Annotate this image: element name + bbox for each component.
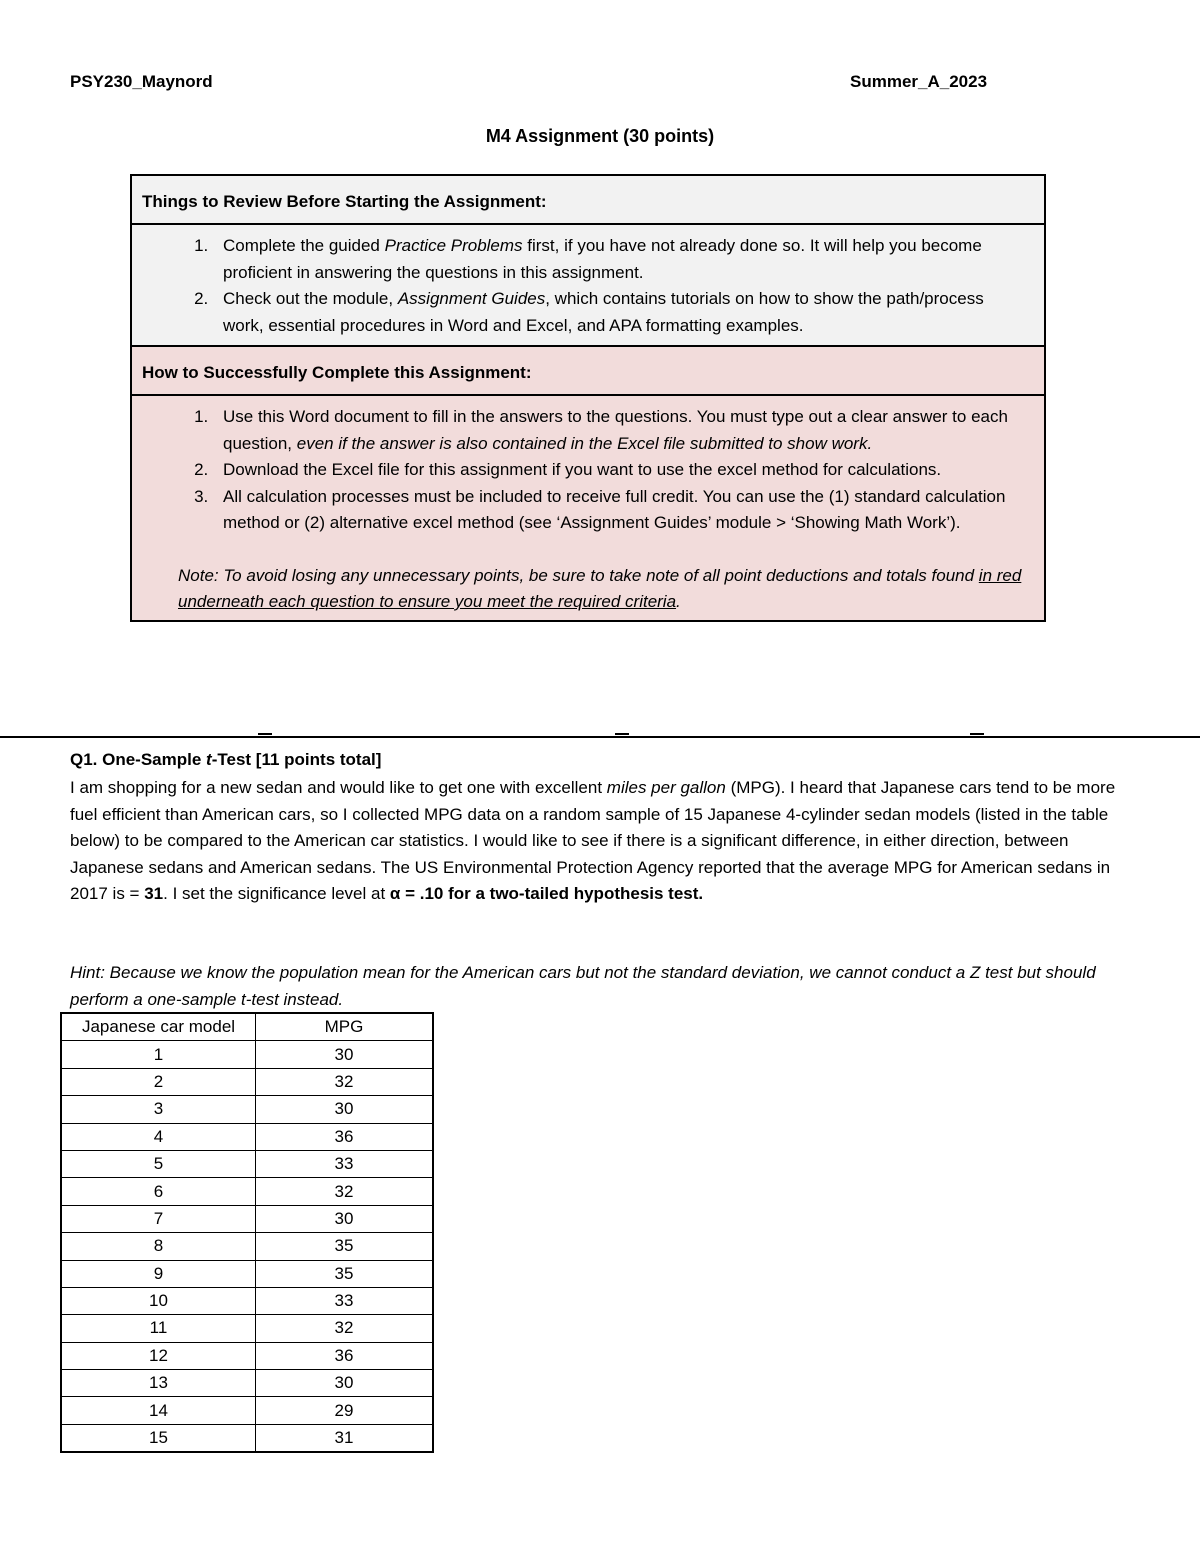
table-row <box>61 1068 433 1095</box>
q1-prompt <box>70 775 1130 908</box>
mpg-cell: 36 <box>256 1342 434 1369</box>
mpg-cell: 32 <box>256 1068 434 1095</box>
mpg-cell: 30 <box>256 1096 434 1123</box>
table-row <box>61 1178 433 1205</box>
mpg-cell: 29 <box>256 1397 434 1424</box>
model-cell: 11 <box>61 1315 256 1342</box>
q1-title-b: -Test [11 points total] <box>211 750 382 769</box>
q1-alpha: α = .10 for a two-tailed hypothesis test. <box>389 884 704 903</box>
table-row <box>61 1233 433 1260</box>
mpg-cell: 36 <box>256 1123 434 1150</box>
table-row <box>61 1205 433 1232</box>
review-list <box>142 233 1024 339</box>
q1-prompt-c: . I set the significance level at <box>163 884 390 903</box>
review-item-1-emphasis: Practice Problems <box>384 236 523 255</box>
mpg-cell: 33 <box>256 1150 434 1177</box>
mpg-cell: 35 <box>256 1233 434 1260</box>
table-row <box>61 1397 433 1424</box>
howto-item-1-text: Use this Word document to fill in the answers to the questions. You must type out a clear answer to each question, <box>223 407 1008 453</box>
section-divider <box>0 736 1200 738</box>
mpg-cell: 32 <box>256 1315 434 1342</box>
note-text-a: Note: To avoid losing any unnecessary points, be sure to take note of all point deductions and totals found <box>178 565 979 585</box>
table-row <box>61 1424 433 1452</box>
table-row <box>61 1370 433 1397</box>
model-cell: 6 <box>61 1178 256 1205</box>
q1-prompt-emphasis: miles per gallon <box>606 778 726 797</box>
model-cell: 12 <box>61 1342 256 1369</box>
model-cell: 13 <box>61 1370 256 1397</box>
review-item-2-emphasis: Assignment Guides <box>397 289 546 308</box>
howto-item-1 <box>213 404 1024 457</box>
term-label: Summer_A_2023 <box>850 72 988 91</box>
review-item-1 <box>213 233 1024 286</box>
q1-title-a: Q1. One-Sample <box>70 750 207 769</box>
table-row <box>61 1315 433 1342</box>
table-header-row <box>61 1013 433 1041</box>
course-code: PSY230_Maynord <box>70 72 213 91</box>
note-text-b: . <box>676 592 681 611</box>
model-cell: 10 <box>61 1287 256 1314</box>
q1-population-mean: 31 <box>144 884 164 903</box>
review-list-section <box>132 225 1044 347</box>
q1-hint: Hint: Because we know the population mean for the American cars but not the standard deviation, we cannot conduct a Z test but should perform a one-sample t-test instead. <box>70 963 1096 1009</box>
model-cell: 1 <box>61 1041 256 1068</box>
howto-heading: How to Successfully Complete this Assignment: <box>132 347 1044 396</box>
mpg-cell: 33 <box>256 1287 434 1314</box>
table-row <box>61 1287 433 1314</box>
mpg-cell: 30 <box>256 1205 434 1232</box>
howto-item-2: 2. Download the Excel file for this assignment if you want to use the excel method for calculations. <box>213 457 1024 484</box>
model-cell: 8 <box>61 1233 256 1260</box>
table-row <box>61 1150 433 1177</box>
model-cell: 3 <box>61 1096 256 1123</box>
q1-prompt-a: I am shopping for a new sedan and would like to get one with excellent <box>70 778 607 797</box>
review-item-1-text-a: Complete the guided <box>223 236 385 255</box>
q1-prompt-b: (MPG). I heard that Japanese cars tend to be more fuel efficient than American cars, so I collected MPG data on a random sample of 15 Japanese 4-cylinder sedan models (listed in the table below) to be compared to the American car statistics. I would like to see if there is a significant difference, in either direction, between Japanese sedans and American sedans. The US Environmental Protection Agency reported that the average MPG for American sedans in 2017 is = <box>70 778 1116 903</box>
table-row <box>61 1342 433 1369</box>
review-item-2-text-b: , which contains tutorials on how to show the path/process work, essential procedures in Word and Excel, and APA formatting examples. <box>223 289 984 335</box>
model-cell: 14 <box>61 1397 256 1424</box>
review-item-2 <box>213 286 1024 339</box>
review-heading: Things to Review Before Starting the Assignment: <box>132 176 1044 225</box>
table-row <box>61 1041 433 1068</box>
column-header-mpg: MPG <box>256 1013 434 1041</box>
table-row <box>61 1260 433 1287</box>
review-item-1-text-b: first, if you have not already done so. It will help you become proficient in answering the questions in this assignment. <box>223 236 982 282</box>
mpg-table <box>60 1012 434 1453</box>
mpg-cell: 32 <box>256 1178 434 1205</box>
mpg-cell: 35 <box>256 1260 434 1287</box>
model-cell: 5 <box>61 1150 256 1177</box>
howto-item-3: 3. All calculation processes must be included to receive full credit. You can use the (1) standard calculation method or (2) alternative excel method (see ‘Assignment Guides’ module > ‘Showing Math Work’). <box>213 484 1024 537</box>
model-cell: 2 <box>61 1068 256 1095</box>
mpg-cell: 30 <box>256 1041 434 1068</box>
instructions-box <box>130 174 1046 622</box>
howto-list <box>142 404 1024 537</box>
q1-title-t: t <box>206 750 212 769</box>
howto-item-1-emphasis: even if the answer is also contained in the Excel file submitted to show work. <box>296 433 873 453</box>
model-cell: 9 <box>61 1260 256 1287</box>
q1-title <box>70 750 381 770</box>
note-text <box>142 563 1024 616</box>
model-cell: 4 <box>61 1123 256 1150</box>
howto-list-section <box>132 396 1044 620</box>
model-cell: 15 <box>61 1424 256 1452</box>
model-cell: 7 <box>61 1205 256 1232</box>
column-header-model: Japanese car model <box>61 1013 256 1041</box>
review-item-2-text-a: Check out the module, <box>223 289 398 308</box>
mpg-cell: 31 <box>256 1424 434 1452</box>
table-row <box>61 1096 433 1123</box>
note-underlined: in red underneath each question to ensure you meet the required criteria <box>178 565 1022 611</box>
page-title: M4 Assignment (30 points) <box>485 126 715 146</box>
mpg-cell: 30 <box>256 1370 434 1397</box>
table-row <box>61 1123 433 1150</box>
